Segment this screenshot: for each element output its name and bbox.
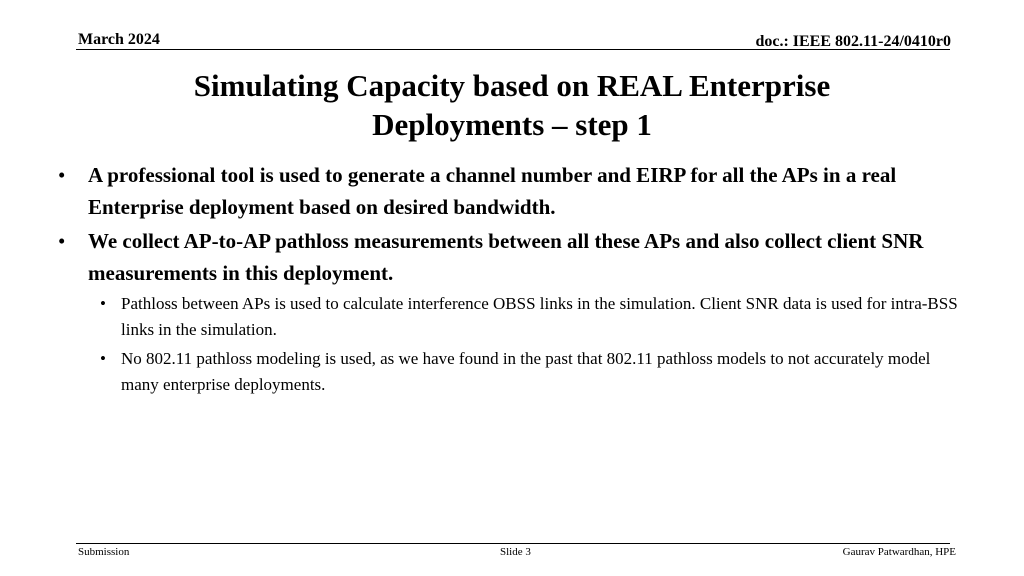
- bullet-item: [58, 225, 958, 289]
- footer-slide-number: Slide 3: [500, 546, 531, 558]
- sub-bullet-dot-icon: •: [100, 294, 106, 313]
- bullet-dot-icon: •: [58, 229, 66, 253]
- header-divider: [76, 49, 950, 50]
- header-date: March 2024: [78, 31, 160, 48]
- sub-bullet-text: Pathloss between APs is used to calculate interference OBSS links in the simulation. Client SNR data is used for intra-BSS links in the simulation.: [121, 294, 958, 339]
- bullet-item: [58, 159, 958, 223]
- header-doc-id: doc.: IEEE 802.11-24/0410r0: [755, 33, 951, 50]
- slide-title-line-2: Deployments – step 1: [372, 107, 652, 142]
- sub-bullet-item: [100, 346, 958, 398]
- bullet-text: We collect AP-to-AP pathloss measurements between all these APs and also collect client SNR measurements in this deployment.: [88, 229, 924, 285]
- slide-title: [60, 66, 964, 144]
- slide-title-line-1: Simulating Capacity based on REAL Enterprise: [193, 68, 831, 103]
- footer-author: Gaurav Patwardhan, HPE: [842, 546, 956, 558]
- bullet-dot-icon: •: [58, 163, 66, 187]
- sub-bullet-item: [100, 291, 958, 343]
- footer-divider: [76, 543, 950, 544]
- bullet-text: A professional tool is used to generate a channel number and EIRP for all the APs in a real Enterprise deployment based on desired bandwidth.: [88, 163, 897, 219]
- sub-bullet-dot-icon: •: [100, 349, 106, 368]
- slide-body: [58, 159, 958, 401]
- footer-submission: Submission: [78, 546, 130, 558]
- sub-bullet-text: No 802.11 pathloss modeling is used, as we have found in the past that 802.11 pathloss models to not accurately model many enterprise deployments.: [121, 349, 931, 394]
